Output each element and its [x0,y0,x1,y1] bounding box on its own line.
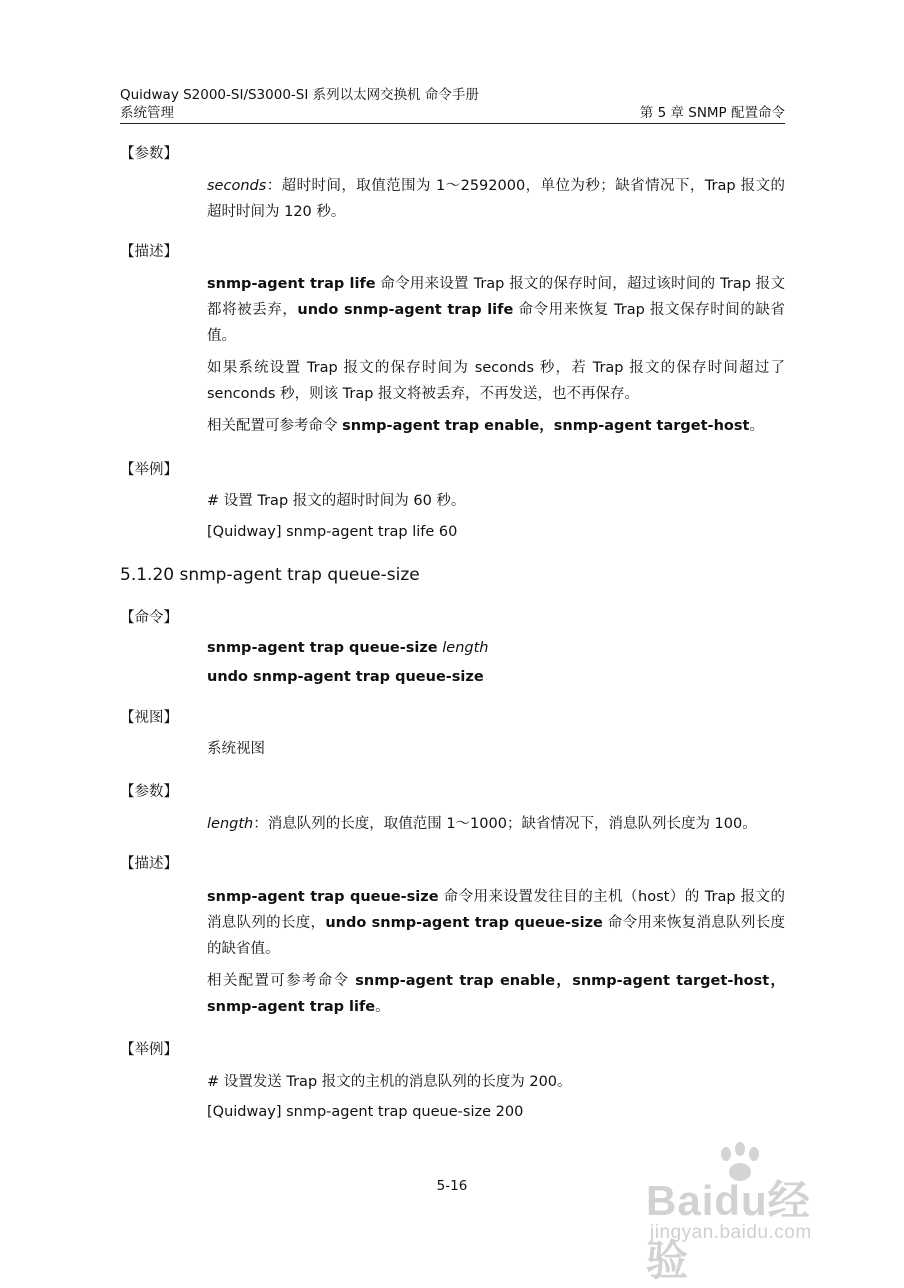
param-text: ：超时时间，取值范围为 1～2592000，单位为秒；缺省情况下，Trap 报文的超时时间为 120 秒。 [207,178,785,220]
watermark-url: jingyan.baidu.com [650,1222,812,1243]
command-name: snmp-agent trap life [207,276,376,292]
undo-command-syntax: undo snmp-agent trap queue-size [207,669,484,685]
example-command: [Quidway] snmp-agent trap queue-size 200 [207,1104,524,1120]
command-syntax [207,635,785,661]
page-number: 5-16 [436,1178,468,1194]
params-paragraph [207,173,785,225]
view-tag: 【视图】 [120,710,178,726]
page-header [120,86,785,124]
related-command-list: snmp-agent trap enable，snmp-agent target-host [342,418,750,434]
manual-title: Quidway S2000-SI/S3000-SI 系列以太网交换机 命令手册 [120,87,479,103]
example-command: [Quidway] snmp-agent trap life 60 [207,524,458,540]
command-argument: length [437,640,489,656]
section-heading: 5.1.20 snmp-agent trap queue-size [120,565,420,585]
params-paragraph [207,811,785,837]
related-commands: 相关配置可参考命令 snmp-agent trap enable，snmp-agent target-host。 [207,418,764,434]
undo-command-name: undo snmp-agent trap life [297,302,514,318]
description-tag: 【描述】 [120,856,178,872]
param-term: seconds [207,178,267,194]
header-rule [120,123,785,124]
related-command-list: snmp-agent trap enable，snmp-agent target-host，snmp-agent trap life [207,973,785,1015]
command-name: snmp-agent trap queue-size [207,640,438,656]
related-commands: 相关配置可参考命令 snmp-agent trap enable，snmp-agent target-host，snmp-agent trap life。 [207,973,785,1015]
watermark-brand: Baidu经验 [646,1177,811,1284]
params-tag: 【参数】 [120,146,178,162]
baidu-jingyan-watermark [640,1140,850,1284]
example-comment: # 设置发送 Trap 报文的主机的消息队列的长度为 200。 [207,1074,572,1090]
example-tag: 【举例】 [120,1042,178,1058]
param-term: length [207,816,254,832]
command-tag: 【命令】 [120,610,178,626]
description-paragraph: snmp-agent trap queue-size 命令用来设置发往目的主机（host）的 Trap 报文的消息队列的长度，undo snmp-agent trap queue-size 命令用来恢复消息队列长度的缺省值。 [207,889,786,957]
params-tag: 【参数】 [120,784,178,800]
example-comment: # 设置 Trap 报文的超时时间为 60 秒。 [207,493,466,509]
header-section: 系统管理 [120,105,174,121]
param-text: ：消息队列的长度，取值范围 1～1000；缺省情况下，消息队列长度为 100。 [253,816,757,832]
description-paragraph: 如果系统设置 Trap 报文的保存时间为 seconds 秒，若 Trap 报文的保存时间超过了 senconds 秒，则该 Trap 报文将被丢弃，不再发送，也不再保存。 [207,360,785,402]
view-text: 系统视图 [207,741,265,757]
undo-command-name: undo snmp-agent trap queue-size [325,915,603,931]
command-name: snmp-agent trap queue-size [207,889,439,905]
header-chapter: 第 5 章 SNMP 配置命令 [639,105,785,121]
description-paragraph: snmp-agent trap life 命令用来设置 Trap 报文的保存时间，超过该时间的 Trap 报文都将被丢弃，undo snmp-agent trap life 命令用来恢复 Trap 报文保存时间的缺省值。 [207,276,785,344]
example-tag: 【举例】 [120,462,178,478]
description-tag: 【描述】 [120,244,178,260]
